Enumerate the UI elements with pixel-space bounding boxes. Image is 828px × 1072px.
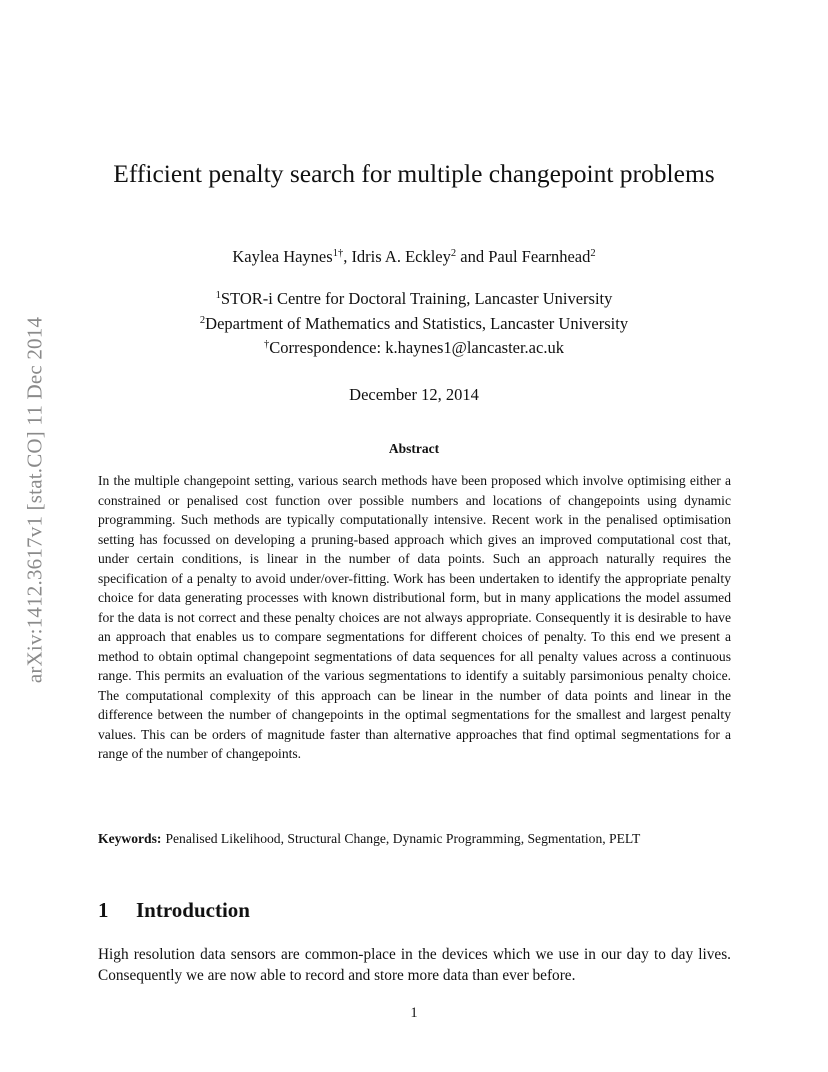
section-heading bbox=[98, 898, 250, 923]
keywords-label: Keywords: bbox=[98, 831, 162, 846]
publication-date: December 12, 2014 bbox=[349, 385, 479, 404]
author-name: Paul Fearnhead bbox=[488, 247, 591, 266]
paper-title: Efficient penalty search for multiple changepoint problems bbox=[113, 159, 715, 188]
arxiv-identifier-stamp: arXiv:1412.3617v1 [stat.CO] 11 Dec 2014 bbox=[22, 316, 47, 684]
author-separator: and bbox=[456, 247, 489, 266]
affiliation-line bbox=[110, 287, 718, 312]
abstract-text: In the multiple changepoint setting, various search methods have been proposed which involve optimising either a constrained or penalised cost function over possible numbers and locations of changepoints using dynamic programming. Such methods are typically computationally intensive. Recent work in the penalised optimisation setting has focussed on developing a pruning-based approach which gives an improved computational cost that, under certain conditions, is linear in the number of data points. Such an approach naturally requires the specification of a penalty to avoid under/over-fitting. Work has been undertaken to identify the appropriate penalty choice for data generating processes with known distributional form, but in many applications the model assumed for the data is not correct and these penalty choices are not always appropriate. Consequently it is desirable to have an approach that enables us to compare segmentations for different choices of penalty. To this end we present a method to obtain optimal changepoint segmentations of data sequences for all penalty values across a continuous range. This permits an evaluation of the various segmentations to identify a suitably parsimonious penalty choice. The computational complexity of this approach can be linear in the number of data points and linear in the difference between the number of changepoints in the optimal segmentations for the smallest and largest penalty values. This can be orders of magnitude faster than alternative approaches that find optimal segmentations for a range of the number of changepoints. bbox=[98, 473, 731, 761]
author-separator: , bbox=[343, 247, 352, 266]
author-affiliation-mark: 2 bbox=[590, 248, 596, 259]
section-body-text: High resolution data sensors are common-place in the devices which we use in our day to day lives. Consequently we are now able to record and store more data than ever before. bbox=[98, 946, 731, 984]
affiliation-list bbox=[110, 287, 718, 361]
affiliation-line bbox=[110, 312, 718, 337]
abstract-heading: Abstract bbox=[388, 441, 440, 456]
keywords-paragraph bbox=[98, 829, 731, 849]
section-title: Introduction bbox=[136, 898, 250, 922]
author-list bbox=[110, 247, 718, 267]
affiliation-text: Correspondence: k.haynes1@lancaster.ac.uk bbox=[269, 338, 564, 357]
author-affiliation-mark: 1† bbox=[332, 248, 344, 259]
author-name: Idris A. Eckley bbox=[351, 247, 451, 266]
affiliation-text: Department of Mathematics and Statistics, Lancaster University bbox=[205, 313, 629, 333]
affiliation-line bbox=[110, 336, 718, 361]
affiliation-mark: 1 bbox=[215, 290, 221, 301]
section-number: 1 bbox=[98, 898, 109, 922]
author-affiliation-mark: 2 bbox=[450, 248, 457, 259]
author-name: Kaylea Haynes bbox=[232, 247, 333, 266]
affiliation-text: STOR-i Centre for Doctoral Training, Lancaster University bbox=[220, 289, 613, 308]
page-number: 1 bbox=[410, 1005, 418, 1021]
keywords-text: Penalised Likelihood, Structural Change, Dynamic Programming, Segmentation, PELT bbox=[165, 831, 641, 846]
affiliation-mark: † bbox=[264, 339, 270, 350]
affiliation-mark: 2 bbox=[199, 314, 206, 326]
